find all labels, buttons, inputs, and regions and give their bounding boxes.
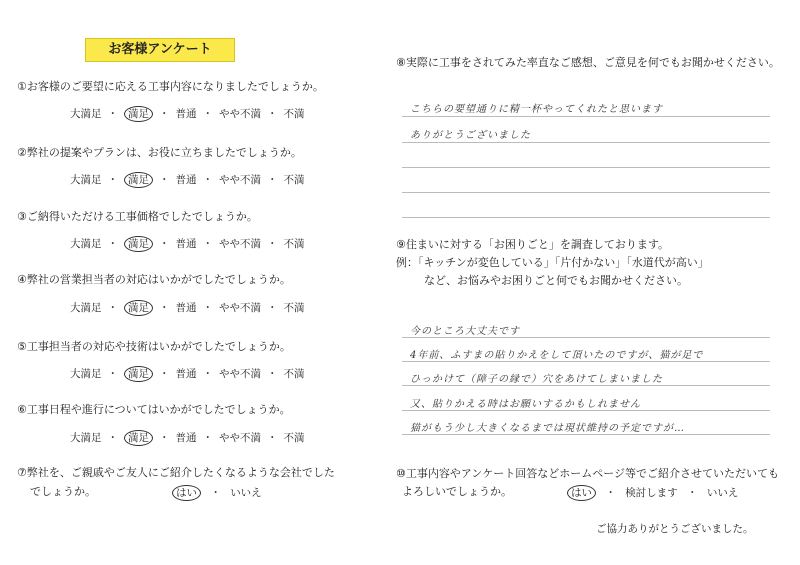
- q10-option-consider[interactable]: 検討します: [625, 487, 678, 499]
- q9-answer-line-4: 又、貼りかえる時はお願いするかもしれません: [410, 399, 641, 410]
- rating-option[interactable]: 普通: [175, 108, 197, 120]
- separator-dot: ・: [159, 302, 170, 314]
- rating-option[interactable]: 不満: [283, 238, 305, 250]
- answer-line: [402, 361, 770, 362]
- q8-answer-line-2: ありがとうございました: [410, 130, 531, 141]
- answer-line: [402, 192, 770, 193]
- question-3-text: ③ご納得いただける工事価格でしたでしょうか。: [17, 210, 258, 223]
- separator-dot: ・: [159, 174, 170, 186]
- question-10-options: [567, 485, 738, 501]
- question-7-line1: ⑦弊社を、ご親戚やご友人にご紹介したくなるような会社でした: [17, 466, 335, 479]
- rating-option[interactable]: 不満: [283, 108, 305, 120]
- separator-dot: ・: [159, 108, 170, 120]
- rating-option[interactable]: 大満足: [70, 368, 102, 380]
- separator-dot: ・: [267, 432, 278, 444]
- separator-dot: ・: [202, 368, 213, 380]
- rating-option[interactable]: やや不満: [219, 174, 261, 186]
- question-1-text: ①お客様のご要望に応える工事内容になりましたでしょうか。: [17, 80, 324, 93]
- separator-dot: ・: [159, 432, 170, 444]
- separator-dot: ・: [107, 238, 118, 250]
- separator-dot: ・: [202, 432, 213, 444]
- question-9-line2: 例：「キッチンが変色している」「片付かない」「水道代が高い」: [396, 256, 709, 269]
- answer-line: [402, 116, 770, 117]
- q9-answer-line-1: 今のところ大丈夫です: [410, 326, 520, 337]
- question-4-options: [70, 300, 305, 316]
- answer-line: [402, 410, 770, 411]
- separator-dot: ・: [202, 108, 213, 120]
- question-3-options: [70, 236, 305, 252]
- rating-option[interactable]: 不満: [283, 432, 305, 444]
- rating-option[interactable]: 普通: [175, 368, 197, 380]
- survey-title: お客様アンケート: [85, 38, 235, 62]
- rating-option[interactable]: やや不満: [219, 302, 261, 314]
- question-9-line1: ⑨住まいに対する「お困りごと」を調査しております。: [396, 238, 669, 251]
- separator-dot: ・: [202, 238, 213, 250]
- rating-option[interactable]: やや不満: [219, 432, 261, 444]
- separator-dot: ・: [267, 238, 278, 250]
- separator-dot: ・: [202, 302, 213, 314]
- question-7-line2: でしょうか。: [30, 485, 96, 498]
- separator-dot: ・: [202, 174, 213, 186]
- rating-option[interactable]: やや不満: [219, 108, 261, 120]
- question-2-text: ②弊社の提案やプランは、お役に立ちましたでしょうか。: [17, 146, 302, 159]
- rating-option[interactable]: 大満足: [70, 108, 102, 120]
- separator-dot: ・: [107, 108, 118, 120]
- question-10-line2: よろしいでしょうか。: [402, 485, 512, 498]
- rating-option[interactable]: 満足: [124, 172, 153, 188]
- question-6-text: ⑥工事日程や進行についてはいかがでしたでしょうか。: [17, 403, 291, 416]
- q9-answer-line-5: 猫がもう少し大きくなるまでは現状維持の予定ですが…: [410, 423, 685, 434]
- question-8-text: ⑧実際に工事をされてみた率直なご感想、ご意見を何でもお聞かせください。: [396, 56, 780, 69]
- answer-line: [402, 167, 770, 168]
- question-2-options: [70, 172, 305, 188]
- rating-option[interactable]: 普通: [175, 432, 197, 444]
- separator-dot: ・: [159, 368, 170, 380]
- q10-option-no[interactable]: いいえ: [706, 487, 739, 499]
- rating-option[interactable]: 満足: [124, 106, 153, 122]
- rating-option[interactable]: 不満: [283, 174, 305, 186]
- rating-option[interactable]: 満足: [124, 236, 153, 252]
- q8-answer-line-1: こちらの要望通りに精一杯やってくれたと思います: [410, 104, 663, 115]
- separator-dot: ・: [267, 302, 278, 314]
- answer-line: [402, 142, 770, 143]
- separator-dot: ・: [267, 108, 278, 120]
- rating-option[interactable]: 不満: [283, 302, 305, 314]
- question-4-text: ④弊社の営業担当者の対応はいかがでしたでしょうか。: [17, 273, 291, 286]
- rating-option[interactable]: 大満足: [70, 432, 102, 444]
- question-1-options: [70, 106, 305, 122]
- rating-option[interactable]: やや不満: [219, 238, 261, 250]
- rating-option[interactable]: 普通: [175, 174, 197, 186]
- answer-line: [402, 385, 770, 386]
- rating-option[interactable]: 満足: [124, 300, 153, 316]
- q10-option-yes[interactable]: はい: [567, 485, 596, 501]
- closing-message: ご協力ありがとうございました。: [596, 523, 754, 535]
- separator-dot: ・: [159, 238, 170, 250]
- rating-option[interactable]: 大満足: [70, 174, 102, 186]
- question-5-options: [70, 366, 305, 382]
- rating-option[interactable]: 満足: [124, 430, 153, 446]
- separator-dot: ・: [210, 487, 221, 499]
- q9-answer-line-2: 4年前、ふすまの貼りかえをして頂いたのですが、猫が足で: [410, 350, 704, 361]
- rating-option[interactable]: 満足: [124, 366, 153, 382]
- rating-option[interactable]: 普通: [175, 238, 197, 250]
- question-6-options: [70, 430, 305, 446]
- q7-option-yes[interactable]: はい: [172, 485, 201, 501]
- answer-line: [402, 337, 770, 338]
- rating-option[interactable]: 普通: [175, 302, 197, 314]
- q9-answer-line-3: ひっかけて（障子の縁で）穴をあけてしまいました: [410, 374, 663, 385]
- question-7-options: [172, 485, 262, 501]
- separator-dot: ・: [605, 487, 616, 499]
- answer-line: [402, 434, 770, 435]
- separator-dot: ・: [107, 174, 118, 186]
- q7-option-no[interactable]: いいえ: [230, 487, 262, 499]
- answer-line: [402, 217, 770, 218]
- separator-dot: ・: [107, 432, 118, 444]
- rating-option[interactable]: 不満: [283, 368, 305, 380]
- rating-option[interactable]: 大満足: [70, 302, 102, 314]
- separator-dot: ・: [107, 302, 118, 314]
- rating-option[interactable]: やや不満: [219, 368, 261, 380]
- separator-dot: ・: [687, 487, 698, 499]
- question-9-line3: など、お悩みやお困りごと何でもお聞かせください。: [424, 274, 688, 287]
- separator-dot: ・: [267, 174, 278, 186]
- rating-option[interactable]: 大満足: [70, 238, 102, 250]
- question-10-line1: ⑩工事内容やアンケート回答などホームページ等でご紹介させていただいても: [396, 467, 779, 480]
- separator-dot: ・: [107, 368, 118, 380]
- question-5-text: ⑤工事担当者の対応や技術はいかがでしたでしょうか。: [17, 340, 291, 353]
- separator-dot: ・: [267, 368, 278, 380]
